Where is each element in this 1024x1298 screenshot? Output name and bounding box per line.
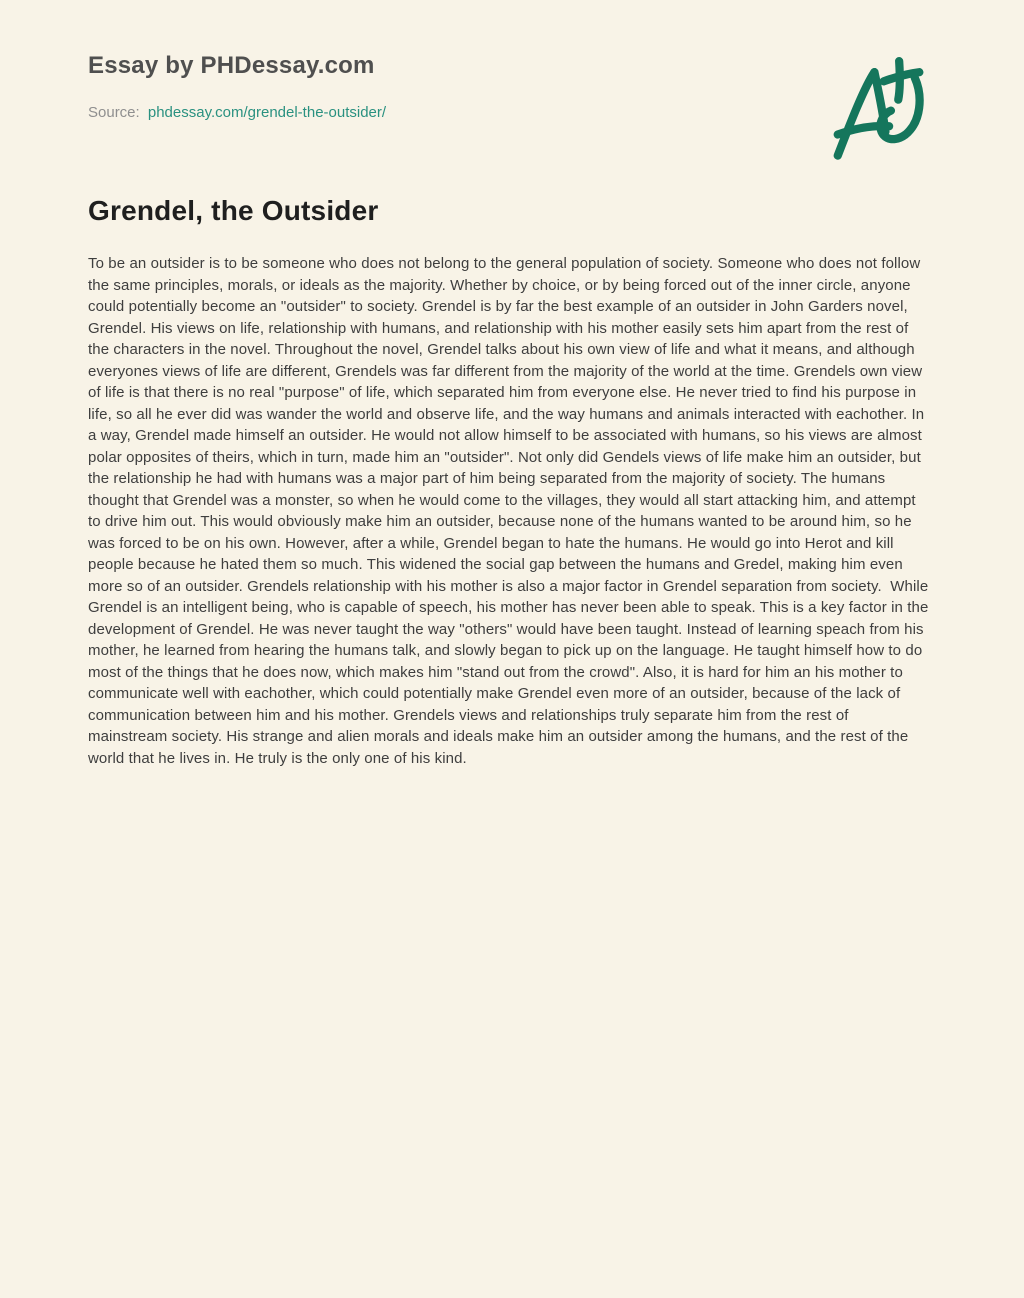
source-label: Source:	[88, 104, 140, 121]
a-plus-logo-icon	[828, 52, 930, 162]
source-link[interactable]: phdessay.com/grendel-the-outsider/	[147, 104, 387, 121]
source-line	[88, 104, 928, 121]
essay-title: Grendel, the Outsider	[88, 195, 379, 226]
site-title: Essay by PHDessay.com	[88, 52, 375, 79]
essay-body-text: To be an outsider is to be someone who does not belong to the general population of society. Someone who does not follow the same principles, morals, or ideals as the majority. Whether by choice, or by being forced out of the inner circle, anyone could potentially become an "outsider" to society. Grendel is by far the best example of an outsider in John Garders novel, Grendel. His views on life, relationship with humans, and relationship with his mother easily sets him apart from the rest of the characters in the novel. Throughout the novel, Grendel talks about his own view of life and what it means, and although everyones views of life are different, Grendels was far different from the majority of the world at the time. Grendels own view of life is that there is no real "purpose" of life, which separated him from everyone else. He never tried to find his purpose in life, so all he ever did was wander the world and observe life, and the way humans and animals interacted with eachother. In a way, Grendel made himself an outsider. He would not allow himself to be associated with humans, so his views are almost polar opposites of theirs, which in turn, made him an "outsider". Not only did Gendels views of life make him an outsider, but the relationship he had with humans was a major part of him being separated from the majority of society. The humans thought that Grendel was a monster, so when he would come to the villages, they would all start attacking him, and attempt to drive him out. This would obviously make him an outsider, because none of the humans wanted to be around him, so he was forced to be on his own. However, after a while, Grendel began to hate the humans. He would go into Herot and kill people because he hated them so much. This widened the social gap between the humans and Gredel, making him even more so of an outsider. Grendels relationship with his mother is also a major factor in Grendel separation from society. While Grendel is an intelligent being, who is capable of speech, his mother has never been able to speak. This is a key factor in the development of Grendel. He was never taught the way "others" would have been taught. Instead of learning speach from his mother, he learned from hearing the humans talk, and slowly began to pick up on the language. He taught himself how to do most of the things that he does now, which makes him "stand out from the crowd". Also, it is hard for him an his mother to communicate well with eachother, which could potentially make Grendel even more of an outsider, because of the lack of communication between him and his mother. Grendels views and relationships truly separate him from the rest of mainstream society. His strange and alien morals and ideals make him an outsider among the humans, and the rest of the world that he lives in. He truly is the only one of his kind.	[88, 255, 933, 767]
